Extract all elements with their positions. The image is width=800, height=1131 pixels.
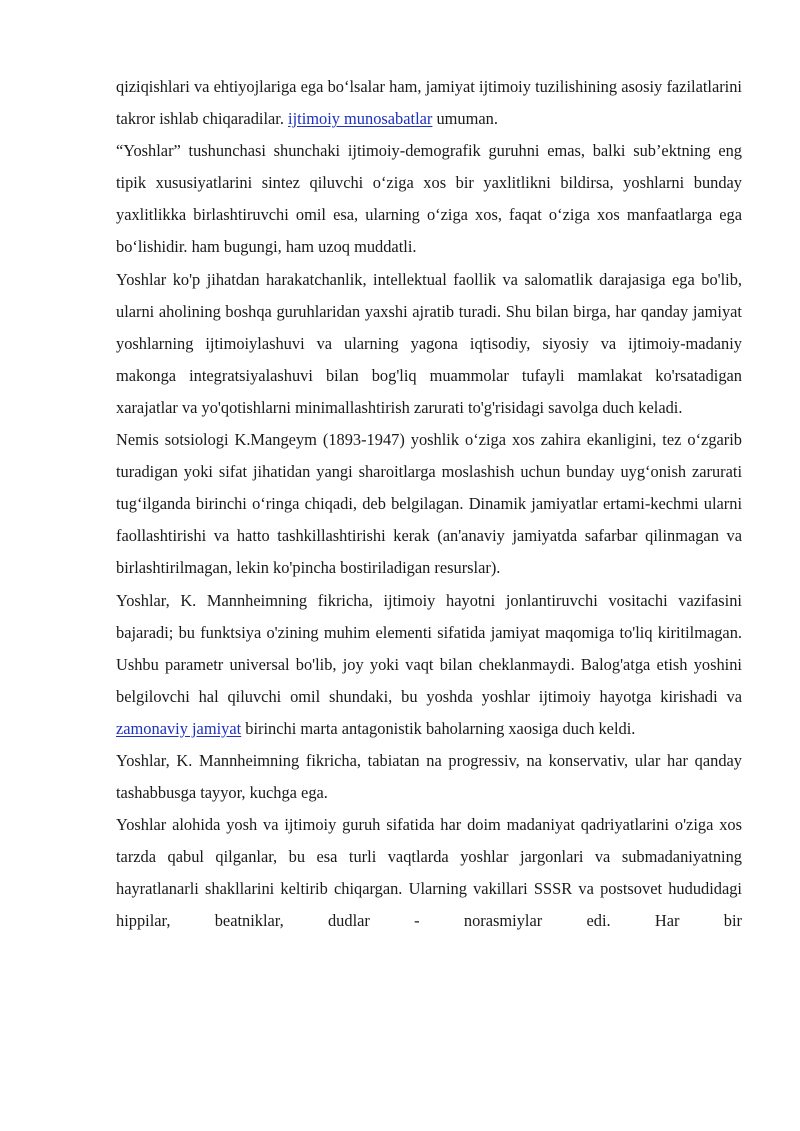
paragraph-text: qiziqishlari va ehtiyojlariga ega bo‘lsalar ham, jamiyat ijtimoiy tuzilishining asosiy fazilatlarini takror ishlab chiqaradilar. <box>116 77 742 129</box>
paragraph-text: Yoshlar, K. Mannheimning fikricha, ijtimoiy hayotni jonlantiruvchi vositachi vazifasini bajaradi; bu funktsiya o'zining muhim elementi sifatida jamiyat maqomiga to'liq kiritilmagan. Ushbu parametr universal bo'lib, joy yoki vaqt bilan cheklanmaydi. Balog'atga etish yoshini belgilovchi hal qiluvchi omil shundaki, bu yoshda yoshlar ijtimoiy hayotga kirishadi va <box>116 590 742 706</box>
document-page <box>116 71 742 938</box>
paragraph-mannheim-reserve: Nemis sotsiologi K.Mangeym (1893-1947) yoshlik o‘ziga xos zahira ekanligini, tez o‘zgarib turadigan yoki sifat jihatidan yangi sharoitlarga moslashish uchun bunday uyg‘onish zarurati tug‘ilganda birinchi o‘ringa chiqadi, deb belgilagan. Dinamik jamiyatlar ertami-kechmi ularni faollashtirishi va hatto tashkillashtirishi kerak (an'anaviy jamiyatda safarbar qilinmagan va birlashtirilmagan, lekin ko'pincha bostiriladigan resurslar). <box>116 430 742 578</box>
paragraph-text: umuman. <box>432 109 498 129</box>
paragraph-text: birinchi marta antagonistik baholarning xaosiga duch keldi. <box>241 718 636 738</box>
paragraph-mannheim-mediator <box>116 585 742 745</box>
paragraph-youth-culture: Yoshlar alohida yosh va ijtimoiy guruh sifatida har doim madaniyat qadriyatlarini o'ziga xos tarzda qabul qilganlar, bu esa turli vaqtlarda yoshlar jargonlari va submadaniyatning hayratlanarli shakllarini keltirib chiqargan. Ularning vakillari SSSR va postsovet hududidagi hippilar, beatniklar, dudlar - norasmiylar edi. Har bir <box>116 815 742 931</box>
paragraph-youth-concept: “Yoshlar” tushunchasi shunchaki ijtimoiy-demografik guruhni emas, balki sub’ektning eng tipik xususiyatlarini sintez qiluvchi o‘ziga xos bir yaxlitlikni bildirsa, yoshlarni bunday yaxlitlikka birlashtiruvchi omil esa, ularning o‘ziga xos, faqat o‘ziga xos manfaatlarga ega bo‘lishidir. ham bugungi, ham uzoq muddatli. <box>116 141 742 257</box>
paragraph-youth-mobility: Yoshlar ko'p jihatdan harakatchanlik, intellektual faollik va salomatlik darajasiga ega bo'lib, ularni aholining boshqa guruhlaridan yaxshi ajratib turadi. Shu bilan birga, har qanday jamiyat yoshlarning ijtimoiylashuvi va ularning yagona iqtisodiy, siyosiy va ijtimoiy-madaniy makonga integratsiyalashuvi bilan bog'liq muammolar tufayli mamlakat ko'rsatadigan xarajatlar va yo'qotishlarni minimallashtirish zarurati to'g'risidagi savolga duch keladi. <box>116 269 742 417</box>
link-modern-society[interactable]: zamonaviy jamiyat <box>116 718 242 738</box>
link-social-relations[interactable]: ijtimoiy munosabatlar <box>288 109 433 129</box>
paragraph-mannheim-nature: Yoshlar, K. Mannheimning fikricha, tabiatan na progressiv, na konservativ, ular har qanday tashabbusga tayyor, kuchga ega. <box>116 750 742 803</box>
paragraph-social-relations <box>116 71 742 135</box>
